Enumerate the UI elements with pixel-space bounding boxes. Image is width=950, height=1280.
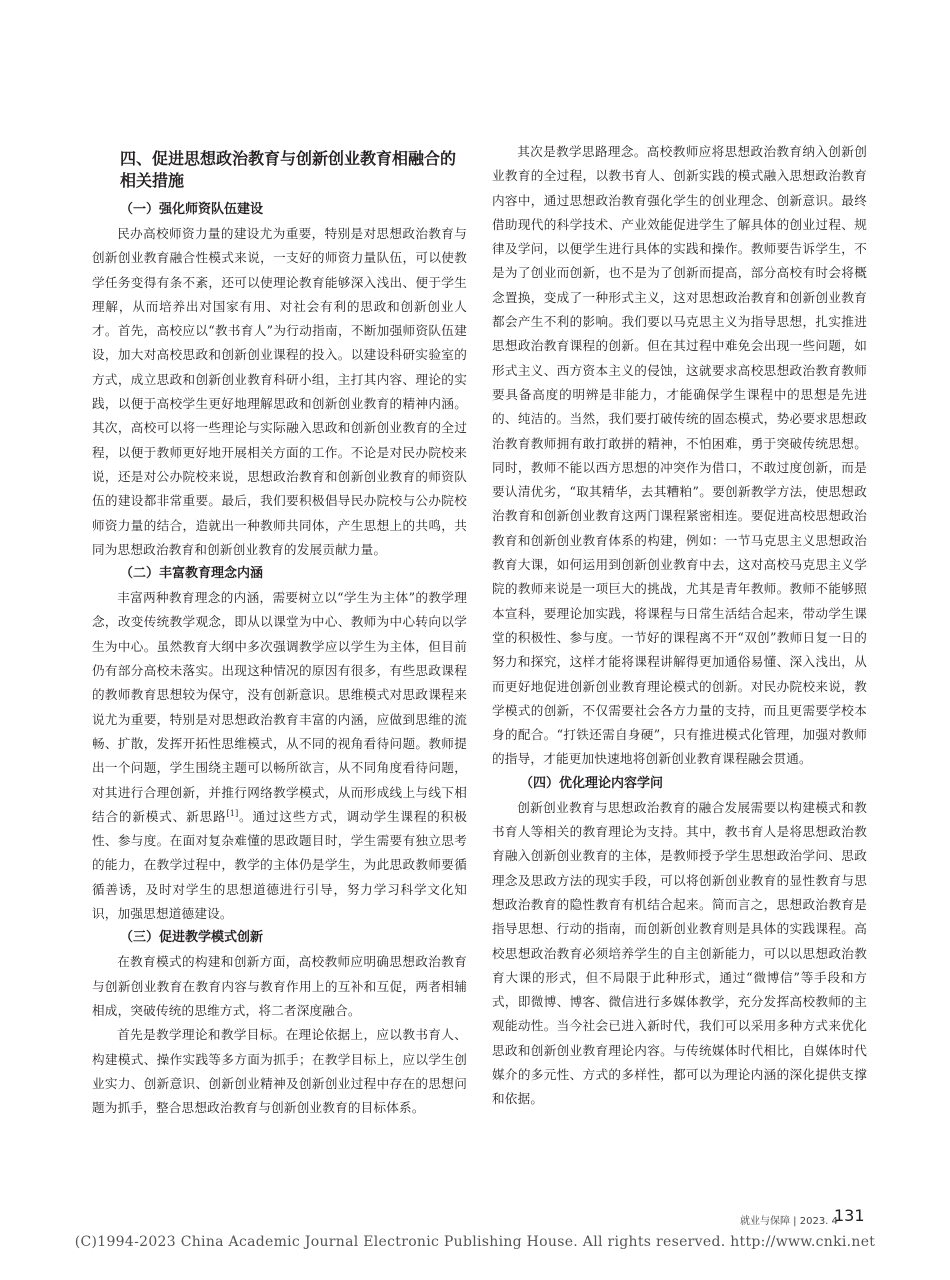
paragraph-text: 。通过这些方式，调动学生课程的积极性、参与度。在面对复杂难懂的思政题目时，学生需要有独立思考的能力，在教学过程中，教学的主体仍是学生，为此思政教师要循循善诱，及时对学生的思想道德进行引导，努力学习科学文化知识，加强思想道德建设。 — [92, 808, 467, 922]
paragraph-teaching-model: 在教育模式的构建和创新方面，高校教师应明确思想政治教育与创新创业教育在教育内容与教育作用上的互补和互促，两者相辅相成，突破传统的思维方式，将二者深度融合。 — [92, 954, 467, 1018]
right-column — [492, 140, 867, 1112]
paragraph-teaching-theory: 首先是教学理论和教学目标。在理论依据上，应以教书育人、构建模式、操作实践等多方面为抓手；在教学目标上，应以学生创业实力、创新意识、创新创业精神及创新创业过程中存在的思想问题为抓手，整合思想政治教育与创新创业教育的目标体系。 — [92, 1027, 467, 1116]
subsection-heading-4: （四）优化理论内容学问 — [520, 775, 664, 791]
subsection-heading-3: （三）促进教学模式创新 — [120, 930, 264, 946]
subsection-heading-1: （一）强化师资队伍建设 — [120, 202, 264, 217]
paragraph-text: 丰富两种教育理念的内涵，需要树立以“学生为主体”的教学理念，改变传统教学观念，即从以课堂为中心、教师为中心转向以学生为中心。虽然教育大纲中多次强调教学应以学生为主体，但目前仍有部分高校未落实。出现这种情况的原因有很多，有些思政课程的教师教育思想较为保守，没有创新意识。思维模式对思政课程来说尤为重要，特别是对思想政治教育丰富的内涵，应做到思维的流畅、扩散，发挥开拓性思维模式，从不同的视角看待问题。教师提出一个问题，学生围绕主题可以畅所欲言，从不同角度看待问题，对其进行合理创新，并推行网络教学模式，从而形成线上与线下相结合的新模式、新思路 — [92, 590, 467, 824]
section-heading: 四、促进思想政治教育与创新创业教育相融合的相关措施 — [120, 149, 457, 190]
left-column — [92, 140, 467, 1120]
citation-marker[interactable]: [1] — [226, 808, 239, 818]
paragraph-teaching-ideas: 其次是教学思路理念。高校教师应将思想政治教育纳入创新创业教育的全过程，以教书育人、创新实践的模式融入思想政治教育内容中，通过思想政治教育强化学生的创业理念、创新意识。最终借助现代的科学技术、产业效能促进学生了解具体的创业过程、规律及学问，以便学生进行具体的实践和操作。教师要告诉学生，不是为了创业而创新，也不是为了创新而提高，部分高校有时会将概念置换，变成了一种形式主义，这对思想政治教育和创新创业教育都会产生不利的影响。我们要以马克思主义为指导思想，扎实推进思想政治教育课程的创新。但在其过程中难免会出现一些问题，如形式主义、西方资本主义的侵蚀，这就要求高校思想政治教育教师要具备高度的明辨是非能力，才能确保学生课程中的思想是先进的、纯洁的。当然，我们要打破传统的固态模式，势必要求思想政治教育教师拥有敢打敢拼的精神，不怕困难，勇于突破传统思想。同时，教师不能以西方思想的冲突作为借口，不敢过度创新，而是要认清优劣，“取其精华，去其糟粕”。要创新教学方法，使思想政治教育和创新创业教育这两门课程紧密相连。要促进高校思想政治教育和创新创业教育体系的构建，例如：一节马克思主义思想政治教育大课，如何运用到创新创业教育中去，这对高校马克思主义学院的教师来说是一项巨大的挑战，尤其是青年教师。教师不能够照本宣科，要理论加实践，将课程与日常生活结合起来，带动学生课堂的积极性、参与度。一节好的课程离不开“双创”教师日复一日的努力和探究，这样才能将课程讲解得更加通俗易懂、深入浅出，从而更好地促进创新创业教育理论模式的创新。对民办院校来说，教学模式的创新，不仅需要社会各方力量的支持，而且更需要学校本身的配合。“打铁还需自身硬”，只有推进模式化管理，加强对教师的指导，才能更加快速地将创新创业教育课程融会贯通。 — [492, 144, 867, 767]
copyright-notice: (C)1994-2023 China Academic Journal Electronic Publishing House. All rights reserved. http://www.cnki.net — [74, 1234, 876, 1250]
page-number: 131 — [834, 1206, 865, 1225]
paragraph-teacher-team: 民办高校师资力量的建设尤为重要，特别是对思想政治教育与创新创业教育融合性模式来说，一支好的师资力量队伍，可以使教学任务变得有条不紊，还可以使理论教育能够深入浅出、便于学生理解，从而培养出对国家有用、对社会有利的思政和创新创业人才。首先，高校应以“教书育人”为行动指南，不断加强师资队伍建设，加大对高校思政和创新创业课程的投入。以建设科研实验室的方式，成立思政和创新创业教育科研小组，主打其内容、理论的实践，以便于高校学生更好地理解思政和创新创业教育的精神内涵。其次，高校可以将一些理论与实际融入思政和创新创业教育的全过程，以便于教师更好地开展相关方面的工作。不论是对民办院校来说，还是对公办院校来说，思想政治教育和创新创业教育的师资队伍的建设都非常重要。最后，我们要积极倡导民办院校与公办院校师资力量的结合，造就出一种教师共同体，产生思想上的共鸣，共同为思想政治教育和创新创业教育的发展贡献力量。 — [92, 226, 467, 557]
subsection-heading-2: （二）丰富教育理念内涵 — [120, 566, 264, 582]
journal-name: 就业与保障 | 2023. 4 — [740, 1216, 838, 1227]
paragraph-education-concept — [92, 586, 467, 926]
paragraph-theory-content: 创新创业教育与思想政治教育的融合发展需要以构建模式和教书育人等相关的教育理论为支持。其中，教书育人是将思想政治教育融入创新创业教育的主体，是教师授予学生思想政治学问、思政理念及思政方法的现实手段，可以将创新创业教育的显性教育与思想政治教育的隐性教育有机结合起来。简而言之，思想政治教育是指导思想、行动的指南，而创新创业教育则是具体的实践课程。高校思想政治教育必须培养学生的自主创新能力，可以以思想政治教育大课的形式，但不局限于此种形式，通过“微博信”等手段和方式，即微博、博客、微信进行多媒体教学，充分发挥高校教师的主观能动性。当今社会已进入新时代，我们可以采用多种方式来优化思政和创新创业教育理论内容。与传统媒体时代相比，自媒体时代媒介的多元性、方式的多样性，都可以为理论内涵的深化提供支撑和依据。 — [492, 799, 867, 1107]
